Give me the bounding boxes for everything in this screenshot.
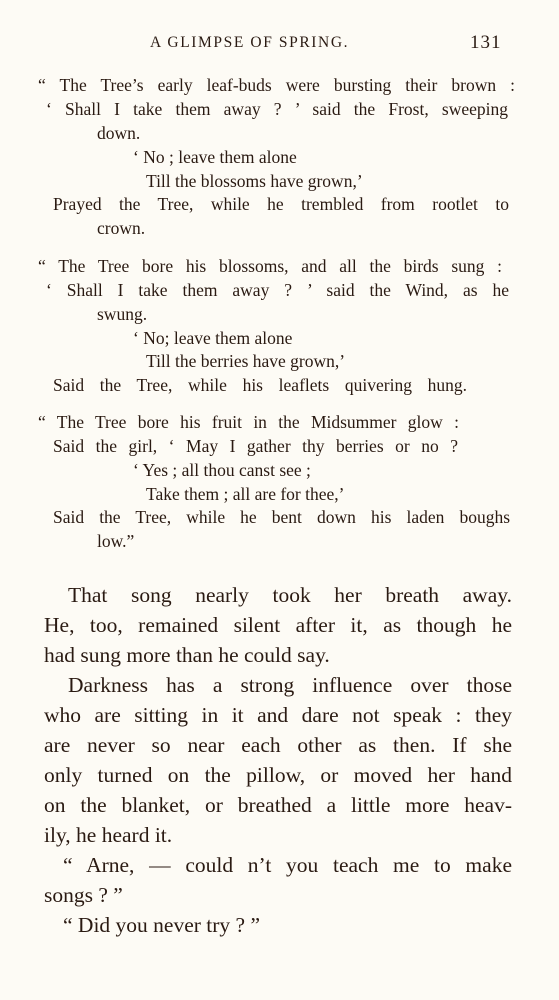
- page-number: 131: [470, 32, 502, 53]
- poem-line: Till the blossoms have grown,’: [146, 171, 363, 191]
- prose-line: He, too, remained silent after it, as though he: [44, 613, 512, 637]
- poem-line: Take them ; all are for thee,’: [146, 484, 345, 504]
- prose-line: only turned on the pillow, or moved her hand: [44, 763, 512, 787]
- prose-line: “ Did you never try ? ”: [63, 913, 261, 937]
- prose-line: had sung more than he could say.: [44, 643, 330, 667]
- prose-line: who are sitting in it and dare not speak : they: [44, 703, 512, 727]
- prose-line: are never so near each other as then. If she: [44, 733, 512, 757]
- poem-line: Said the girl, ‘ May I gather thy berries or no ?: [53, 436, 458, 456]
- poem-line: swung.: [97, 304, 148, 324]
- poem-line: Said the Tree, while he bent down his laden boughs: [53, 507, 510, 527]
- prose-line: “ Arne, — could n’t you teach me to make: [63, 853, 512, 877]
- poem-line: Prayed the Tree, while he trembled from rootlet to: [53, 194, 509, 214]
- poem-line: low.”: [97, 531, 135, 551]
- page-header: [0, 34, 559, 56]
- prose-line: That song nearly took her breath away.: [68, 583, 512, 607]
- poem-line: down.: [97, 123, 141, 143]
- poem-line: crown.: [97, 218, 146, 238]
- prose-line: on the blanket, or breathed a little more heav-: [44, 793, 512, 817]
- poem-line: “ The Tree bore his blossoms, and all the birds sung :: [38, 256, 502, 276]
- prose-line: Darkness has a strong influence over those: [68, 673, 512, 697]
- poem-line: Said the Tree, while his leaflets quivering hung.: [53, 375, 467, 395]
- poem-line: “ The Tree’s early leaf-buds were bursting their brown :: [38, 75, 515, 95]
- running-title: A GLIMPSE OF SPRING.: [150, 34, 350, 51]
- poem-line: ‘ Shall I take them away ? ’ said the Frost, sweeping: [46, 99, 508, 119]
- poem-line: Till the berries have grown,’: [146, 351, 346, 371]
- prose-line: ily, he heard it.: [44, 823, 173, 847]
- poem-line: ‘ Yes ; all thou canst see ;: [133, 460, 311, 480]
- poem-line: ‘ Shall I take them away ? ’ said the Wind, as he: [46, 280, 509, 300]
- poem-line: ‘ No; leave them alone: [133, 328, 293, 348]
- poem-line: ‘ No ; leave them alone: [133, 147, 297, 167]
- prose-line: songs ? ”: [44, 883, 123, 907]
- poem-line: “ The Tree bore his fruit in the Midsummer glow :: [38, 412, 459, 432]
